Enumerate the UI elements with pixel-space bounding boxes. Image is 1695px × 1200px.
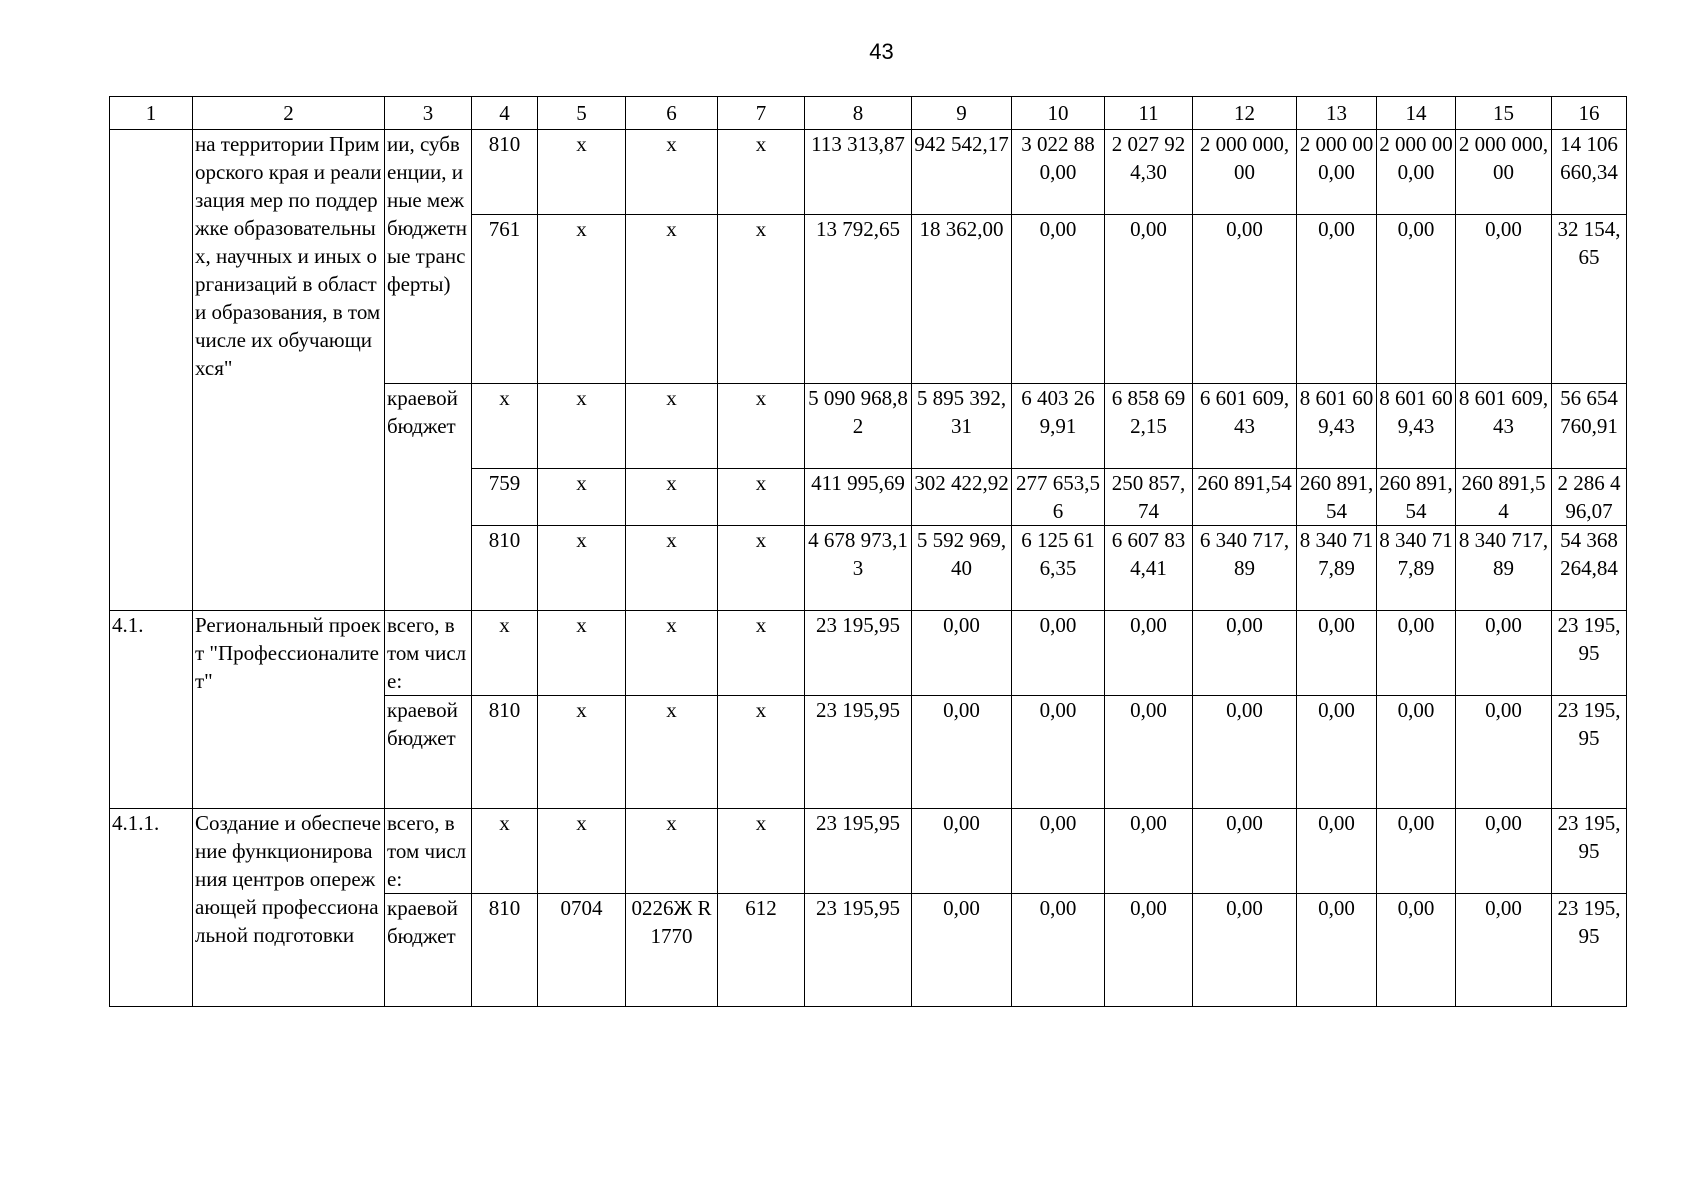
- table-cell: 810: [472, 696, 538, 809]
- table-cell: 411 995,69: [805, 469, 912, 526]
- column-header: 1: [110, 97, 193, 130]
- table-cell: 277 653,56: [1012, 469, 1105, 526]
- column-header: 4: [472, 97, 538, 130]
- column-header: 2: [193, 97, 385, 130]
- table-cell: 23 195,95: [805, 696, 912, 809]
- table-cell: 810: [472, 894, 538, 1007]
- table-cell: 113 313,87: [805, 130, 912, 215]
- table-cell: 56 654 760,91: [1552, 384, 1627, 469]
- table-cell: 5 592 969,40: [912, 526, 1012, 611]
- table-cell: 6 403 269,91: [1012, 384, 1105, 469]
- table-cell: 0,00: [1297, 809, 1377, 894]
- table-cell: 8 340 717,89: [1456, 526, 1552, 611]
- table-cell: 0,00: [1377, 696, 1456, 809]
- table-cell: x: [538, 384, 626, 469]
- table-cell: x: [626, 611, 718, 696]
- table-cell: 23 195,95: [805, 809, 912, 894]
- table-row: [110, 611, 1627, 696]
- table-cell: x: [472, 611, 538, 696]
- table-cell: 260 891,54: [1377, 469, 1456, 526]
- table-cell: 0,00: [1193, 611, 1297, 696]
- header-row: [110, 97, 1627, 130]
- column-header: 7: [718, 97, 805, 130]
- table-cell: 942 542,17: [912, 130, 1012, 215]
- table-cell: 0,00: [912, 809, 1012, 894]
- column-header: 14: [1377, 97, 1456, 130]
- table-cell: 0,00: [1297, 696, 1377, 809]
- table-cell: 2 027 924,30: [1105, 130, 1193, 215]
- table-cell: 2 000 000,00: [1377, 130, 1456, 215]
- table-cell: 0,00: [1012, 809, 1105, 894]
- column-header: 12: [1193, 97, 1297, 130]
- table-cell: 2 286 496,07: [1552, 469, 1627, 526]
- column-header: 3: [385, 97, 472, 130]
- table-cell: x: [538, 469, 626, 526]
- table-cell: x: [472, 809, 538, 894]
- table-cell: 810: [472, 526, 538, 611]
- column-header: 8: [805, 97, 912, 130]
- table-cell: x: [626, 526, 718, 611]
- table-cell: 8 340 717,89: [1377, 526, 1456, 611]
- table-cell: 0,00: [1377, 894, 1456, 1007]
- table-cell: 23 195,95: [805, 894, 912, 1007]
- table-cell: 23 195,95: [1552, 611, 1627, 696]
- column-header: 10: [1012, 97, 1105, 130]
- table-cell: 0,00: [1193, 894, 1297, 1007]
- table-cell: 0,00: [912, 611, 1012, 696]
- table-cell: 0,00: [1012, 696, 1105, 809]
- table-cell: 0,00: [1456, 809, 1552, 894]
- table-cell: 0,00: [1012, 611, 1105, 696]
- table-cell: 0,00: [1012, 215, 1105, 384]
- row-number-cell: 4.1.: [110, 611, 193, 809]
- table-cell: 4 678 973,13: [805, 526, 912, 611]
- table-cell: x: [718, 809, 805, 894]
- table-cell: 810: [472, 130, 538, 215]
- table-cell: x: [626, 469, 718, 526]
- table-cell: 612: [718, 894, 805, 1007]
- table-cell: 0,00: [1193, 809, 1297, 894]
- table-cell: 0,00: [1377, 611, 1456, 696]
- table-cell: 6 607 834,41: [1105, 526, 1193, 611]
- table-cell: x: [718, 526, 805, 611]
- table-cell: 6 340 717,89: [1193, 526, 1297, 611]
- event-name-cell: Региональный проект "Профессионалитет": [193, 611, 385, 809]
- table-cell: x: [538, 809, 626, 894]
- table-cell: 0,00: [1456, 611, 1552, 696]
- event-name-cell: на территории Приморского края и реализация мер по поддержке образовательных, научных и иных организаций в области образования, в том числе их обучающихся": [193, 130, 385, 611]
- funding-source-cell: краевой бюджет: [385, 384, 472, 611]
- table-cell: x: [718, 215, 805, 384]
- table-cell: 0,00: [912, 696, 1012, 809]
- table-cell: 260 891,54: [1456, 469, 1552, 526]
- event-name-cell: Создание и обеспечение функционирования центров опережающей профессиональной подготовки: [193, 809, 385, 1007]
- table-cell: 0,00: [1456, 696, 1552, 809]
- table-cell: x: [538, 526, 626, 611]
- table-cell: x: [718, 384, 805, 469]
- table-cell: x: [718, 130, 805, 215]
- column-header: 9: [912, 97, 1012, 130]
- table-cell: 8 601 609,43: [1456, 384, 1552, 469]
- table-cell: x: [718, 696, 805, 809]
- table-cell: 0,00: [1456, 215, 1552, 384]
- table-cell: 0,00: [1193, 215, 1297, 384]
- table-cell: 0,00: [1297, 894, 1377, 1007]
- table-cell: 0,00: [912, 894, 1012, 1007]
- budget-table: [109, 96, 1627, 1007]
- table-cell: 761: [472, 215, 538, 384]
- table-cell: 13 792,65: [805, 215, 912, 384]
- table-cell: 302 422,92: [912, 469, 1012, 526]
- table-cell: 250 857,74: [1105, 469, 1193, 526]
- table-cell: x: [538, 696, 626, 809]
- table-cell: 23 195,95: [1552, 809, 1627, 894]
- table-cell: 0,00: [1297, 611, 1377, 696]
- table-cell: x: [626, 809, 718, 894]
- table-cell: x: [718, 469, 805, 526]
- funding-source-cell: всего, в том числе:: [385, 809, 472, 894]
- table-cell: 0704: [538, 894, 626, 1007]
- table-cell: 23 195,95: [805, 611, 912, 696]
- column-header: 6: [626, 97, 718, 130]
- table-cell: 6 601 609,43: [1193, 384, 1297, 469]
- table-cell: 5 895 392,31: [912, 384, 1012, 469]
- table-cell: x: [538, 611, 626, 696]
- table-cell: 0,00: [1012, 894, 1105, 1007]
- table-cell: 5 090 968,82: [805, 384, 912, 469]
- column-header: 5: [538, 97, 626, 130]
- table-cell: 260 891,54: [1297, 469, 1377, 526]
- table-cell: x: [626, 215, 718, 384]
- table-cell: 3 022 880,00: [1012, 130, 1105, 215]
- table-cell: 0,00: [1105, 611, 1193, 696]
- table-cell: 0,00: [1105, 809, 1193, 894]
- table-cell: x: [538, 130, 626, 215]
- funding-source-cell: краевой бюджет: [385, 696, 472, 809]
- table-cell: 14 106 660,34: [1552, 130, 1627, 215]
- table-cell: 6 125 616,35: [1012, 526, 1105, 611]
- table-cell: 23 195,95: [1552, 894, 1627, 1007]
- table-cell: 18 362,00: [912, 215, 1012, 384]
- table-cell: 0,00: [1297, 215, 1377, 384]
- table-cell: 8 601 609,43: [1377, 384, 1456, 469]
- column-header: 16: [1552, 97, 1627, 130]
- table-cell: 260 891,54: [1193, 469, 1297, 526]
- column-header: 13: [1297, 97, 1377, 130]
- table-cell: x: [472, 384, 538, 469]
- table-cell: 54 368 264,84: [1552, 526, 1627, 611]
- table-cell: 6 858 692,15: [1105, 384, 1193, 469]
- table-row: [110, 130, 1627, 215]
- table-cell: 8 601 609,43: [1297, 384, 1377, 469]
- page-number: 43: [869, 39, 894, 64]
- table-cell: 0,00: [1456, 894, 1552, 1007]
- row-number-cell: 4.1.1.: [110, 809, 193, 1007]
- table-cell: 8 340 717,89: [1297, 526, 1377, 611]
- table-cell: 0,00: [1105, 215, 1193, 384]
- table-cell: 0,00: [1193, 696, 1297, 809]
- table-cell: x: [626, 384, 718, 469]
- row-number-cell: [110, 130, 193, 611]
- table-cell: 32 154,65: [1552, 215, 1627, 384]
- table-cell: x: [626, 696, 718, 809]
- table-cell: 2 000 000,00: [1193, 130, 1297, 215]
- table-cell: 2 000 000,00: [1456, 130, 1552, 215]
- funding-source-cell: ии, субвенции, иные межбюджетные трансферты): [385, 130, 472, 384]
- funding-source-cell: краевой бюджет: [385, 894, 472, 1007]
- table-cell: x: [538, 215, 626, 384]
- funding-source-cell: всего, в том числе:: [385, 611, 472, 696]
- table-cell: 759: [472, 469, 538, 526]
- table-cell: x: [626, 130, 718, 215]
- table-cell: x: [718, 611, 805, 696]
- table-cell: 0,00: [1377, 809, 1456, 894]
- table-cell: 0,00: [1377, 215, 1456, 384]
- table-cell: 0,00: [1105, 894, 1193, 1007]
- table-cell: 0226Ж R1770: [626, 894, 718, 1007]
- table-row: [110, 809, 1627, 894]
- table-cell: 0,00: [1105, 696, 1193, 809]
- column-header: 11: [1105, 97, 1193, 130]
- table-cell: 2 000 000,00: [1297, 130, 1377, 215]
- table-cell: 23 195,95: [1552, 696, 1627, 809]
- column-header: 15: [1456, 97, 1552, 130]
